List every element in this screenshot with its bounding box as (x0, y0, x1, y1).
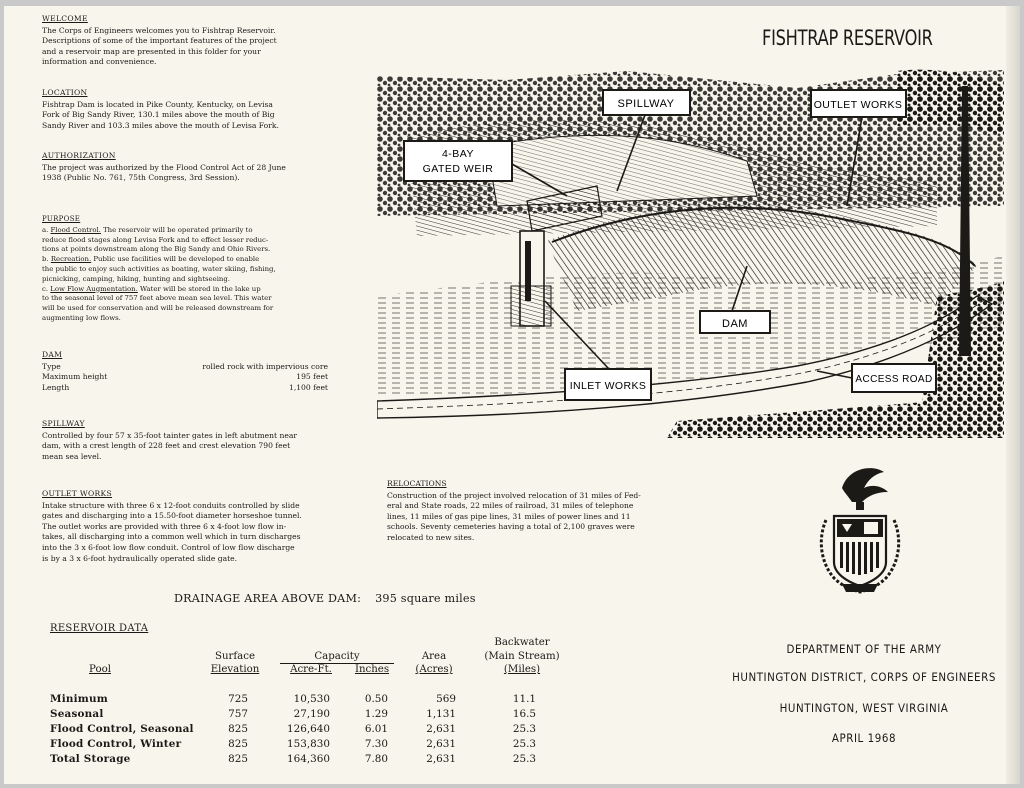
page-title: FISHTRAP RESERVOIR (762, 26, 933, 50)
purpose-line: tions at points downstream along the Big Sandy and Ohio Rivers. (42, 245, 271, 254)
pool-name: Minimum (50, 693, 108, 705)
dam-section (42, 350, 328, 393)
welcome-heading: WELCOME (42, 14, 88, 23)
cell-elevation: 725 (228, 693, 248, 705)
label-weir-line1: 4-BAY (441, 148, 475, 160)
purpose-line: the public to enjoy such activities as boating, water skiing, fishing, (42, 264, 276, 273)
cell-area: 1,131 (426, 708, 456, 720)
department-date: APRIL 1968 (831, 732, 897, 745)
cell-acre-ft: 153,830 (287, 738, 330, 750)
location-line: Fork of Big Sandy River, 130.1 miles above the mouth of Big (42, 110, 275, 120)
cell-acre-ft: 126,640 (287, 723, 330, 735)
outlet-line: is by a 3 x 6-foot hydraulically operated slide gate. (42, 553, 238, 563)
purpose-line: to the seasonal level of 757 feet above mean sea level. This water (42, 294, 272, 303)
header-main-stream: (Main Stream) (484, 651, 560, 662)
cell-inches: 7.80 (364, 753, 388, 765)
outlet-line: into the 3 x 6-foot low flow conduit. Control of low flow discharge (42, 542, 295, 552)
cell-acre-ft: 164,360 (287, 753, 330, 765)
cell-miles: 25.3 (512, 723, 536, 735)
header-elevation: Elevation (210, 664, 260, 675)
cell-inches: 1.29 (364, 708, 388, 720)
welcome-line: and a reservoir map are presented in this folder for your (42, 46, 261, 56)
cell-area: 2,631 (426, 738, 456, 750)
welcome-section (42, 14, 334, 68)
location-heading: LOCATION (42, 88, 88, 97)
cell-acre-ft: 27,190 (293, 708, 330, 720)
purpose-line: augmenting low flows. (42, 313, 121, 322)
spillway-line: dam, with a crest length of 228 feet and crest elevation 790 feet (42, 441, 291, 451)
cell-acre-ft: 10,530 (293, 693, 330, 705)
header-capacity: Capacity (280, 650, 394, 664)
location-line: Fishtrap Dam is located in Pike County, Kentucky, on Levisa (42, 99, 273, 109)
label-outlet-works: OUTLET WORKS (813, 99, 903, 111)
dam-row: Length 1,100 feet (42, 382, 328, 392)
cell-inches: 0.50 (364, 693, 388, 705)
spillway-section (42, 419, 334, 462)
cell-elevation: 825 (228, 753, 248, 765)
cell-elevation: 825 (228, 738, 248, 750)
reservoir-data-title: RESERVOIR DATA (50, 623, 149, 634)
cell-area: 569 (436, 693, 456, 705)
relocations-line: eral and State roads, 22 miles of railroad, 31 miles of telephone (387, 501, 634, 511)
outlet-works-section (42, 489, 334, 564)
header-inches: Inches (354, 664, 390, 675)
drainage-value: 395 square miles (375, 592, 476, 605)
header-acres: (Acres) (415, 664, 453, 675)
cell-miles: 25.3 (512, 753, 536, 765)
authorization-line: The project was authorized by the Flood Control Act of 28 June (42, 162, 286, 172)
label-access-road: ACCESS ROAD (855, 374, 933, 385)
outlet-line: The outlet works are provided with three 6 x 4-foot low flow in- (42, 521, 287, 531)
drainage-area (174, 592, 476, 605)
label-weir-line2: GATED WEIR (422, 163, 494, 175)
dam-heading: DAM (42, 350, 63, 359)
pool-name: Flood Control, Seasonal (50, 723, 194, 735)
authorization-section (42, 151, 334, 184)
label-dam: DAM (722, 318, 748, 330)
cell-miles: 11.1 (512, 693, 536, 705)
spillway-heading: SPILLWAY (42, 419, 85, 428)
purpose-item-flood: a. Flood Control. The reservoir will be operated primarily to (42, 225, 253, 234)
relocations-line: relocated to new sites. (387, 532, 475, 542)
purpose-heading: PURPOSE (42, 215, 81, 223)
header-miles: (Miles) (503, 664, 541, 675)
header-pool: Pool (89, 664, 111, 675)
pool-name: Seasonal (50, 708, 104, 720)
relocations-heading: RELOCATIONS (387, 479, 447, 488)
cell-elevation: 825 (228, 723, 248, 735)
relocations-line: schools. Seventy cemeteries having a total of 2,100 graves were (387, 522, 635, 532)
spillway-line: mean sea level. (42, 451, 102, 461)
cell-area: 2,631 (426, 753, 456, 765)
corps-of-engineers-seal (812, 458, 908, 598)
purpose-line: will be used for conservation and will be released downstream for (42, 304, 274, 313)
outlet-works-heading: OUTLET WORKS (42, 489, 112, 498)
label-spillway: SPILLWAY (617, 98, 675, 110)
department-line-1: DEPARTMENT OF THE ARMY (786, 643, 942, 656)
cell-miles: 25.3 (512, 738, 536, 750)
purpose-line: reduce flood stages along Levisa Fork and to effect lesser reduc- (42, 235, 269, 244)
purpose-line: picnicking, camping, hiking, hunting and sightseeing. (42, 274, 230, 283)
header-acre-ft: Acre-Ft. (290, 664, 332, 675)
header-backwater: Backwater (494, 637, 550, 648)
drainage-label: DRAINAGE AREA ABOVE DAM: (174, 592, 362, 605)
authorization-heading: AUTHORIZATION (42, 151, 116, 160)
department-line-3: HUNTINGTON, WEST VIRGINIA (779, 702, 949, 715)
dam-row: Type rolled rock with impervious core (42, 361, 328, 371)
welcome-line: information and convenience. (42, 57, 157, 67)
authorization-line: 1938 (Public No. 761, 75th Congress, 3rd Session). (42, 173, 240, 183)
welcome-line: The Corps of Engineers welcomes you to Fishtrap Reservoir. (42, 25, 276, 35)
page-edge (1006, 6, 1020, 784)
welcome-line: Descriptions of some of the important features of the project (42, 36, 277, 46)
cell-miles: 16.5 (512, 708, 536, 720)
spillway-line: Controlled by four 57 x 35-foot tainter gates in left abutment near (42, 430, 298, 440)
purpose-section (42, 215, 334, 324)
location-line: Sandy River and 103.3 miles above the mouth of Levisa Fork. (42, 120, 279, 130)
purpose-item-recreation: b. Recreation. Public use facilities will be developed to enable (42, 255, 260, 264)
dam-row: Maximum height 195 feet (42, 372, 328, 382)
pool-name: Total Storage (50, 753, 131, 765)
cell-area: 2,631 (426, 723, 456, 735)
cell-elevation: 757 (228, 708, 248, 720)
brochure-page (4, 6, 1020, 784)
location-section (42, 88, 334, 131)
relocations-line: lines, 11 miles of gas pipe lines, 31 miles of power lines and 11 (387, 511, 631, 521)
cell-inches: 6.01 (364, 723, 388, 735)
header-surface: Surface (215, 651, 255, 662)
header-area: Area (421, 651, 447, 662)
outlet-line: gates and discharging into a 15.50-foot diameter horseshoe tunnel. (42, 511, 302, 521)
purpose-item-low-flow: c. Low Flow Augmentation. Water will be stored in the lake up (42, 284, 261, 293)
relocations-line: Construction of the project involved relocation of 31 miles of Fed- (387, 490, 641, 500)
department-line-2: HUNTINGTON DISTRICT, CORPS OF ENGINEERS (732, 671, 996, 684)
outlet-line: takes, all discharging into a common well which in turn discharges (42, 532, 301, 542)
relocations-section (387, 479, 677, 544)
label-inlet-works: INLET WORKS (569, 380, 647, 392)
reservoir-illustration (377, 66, 1004, 438)
cell-inches: 7.30 (364, 738, 388, 750)
outlet-line: Intake structure with three 6 x 12-foot conduits controlled by slide (42, 500, 300, 510)
pool-name: Flood Control, Winter (50, 738, 182, 750)
